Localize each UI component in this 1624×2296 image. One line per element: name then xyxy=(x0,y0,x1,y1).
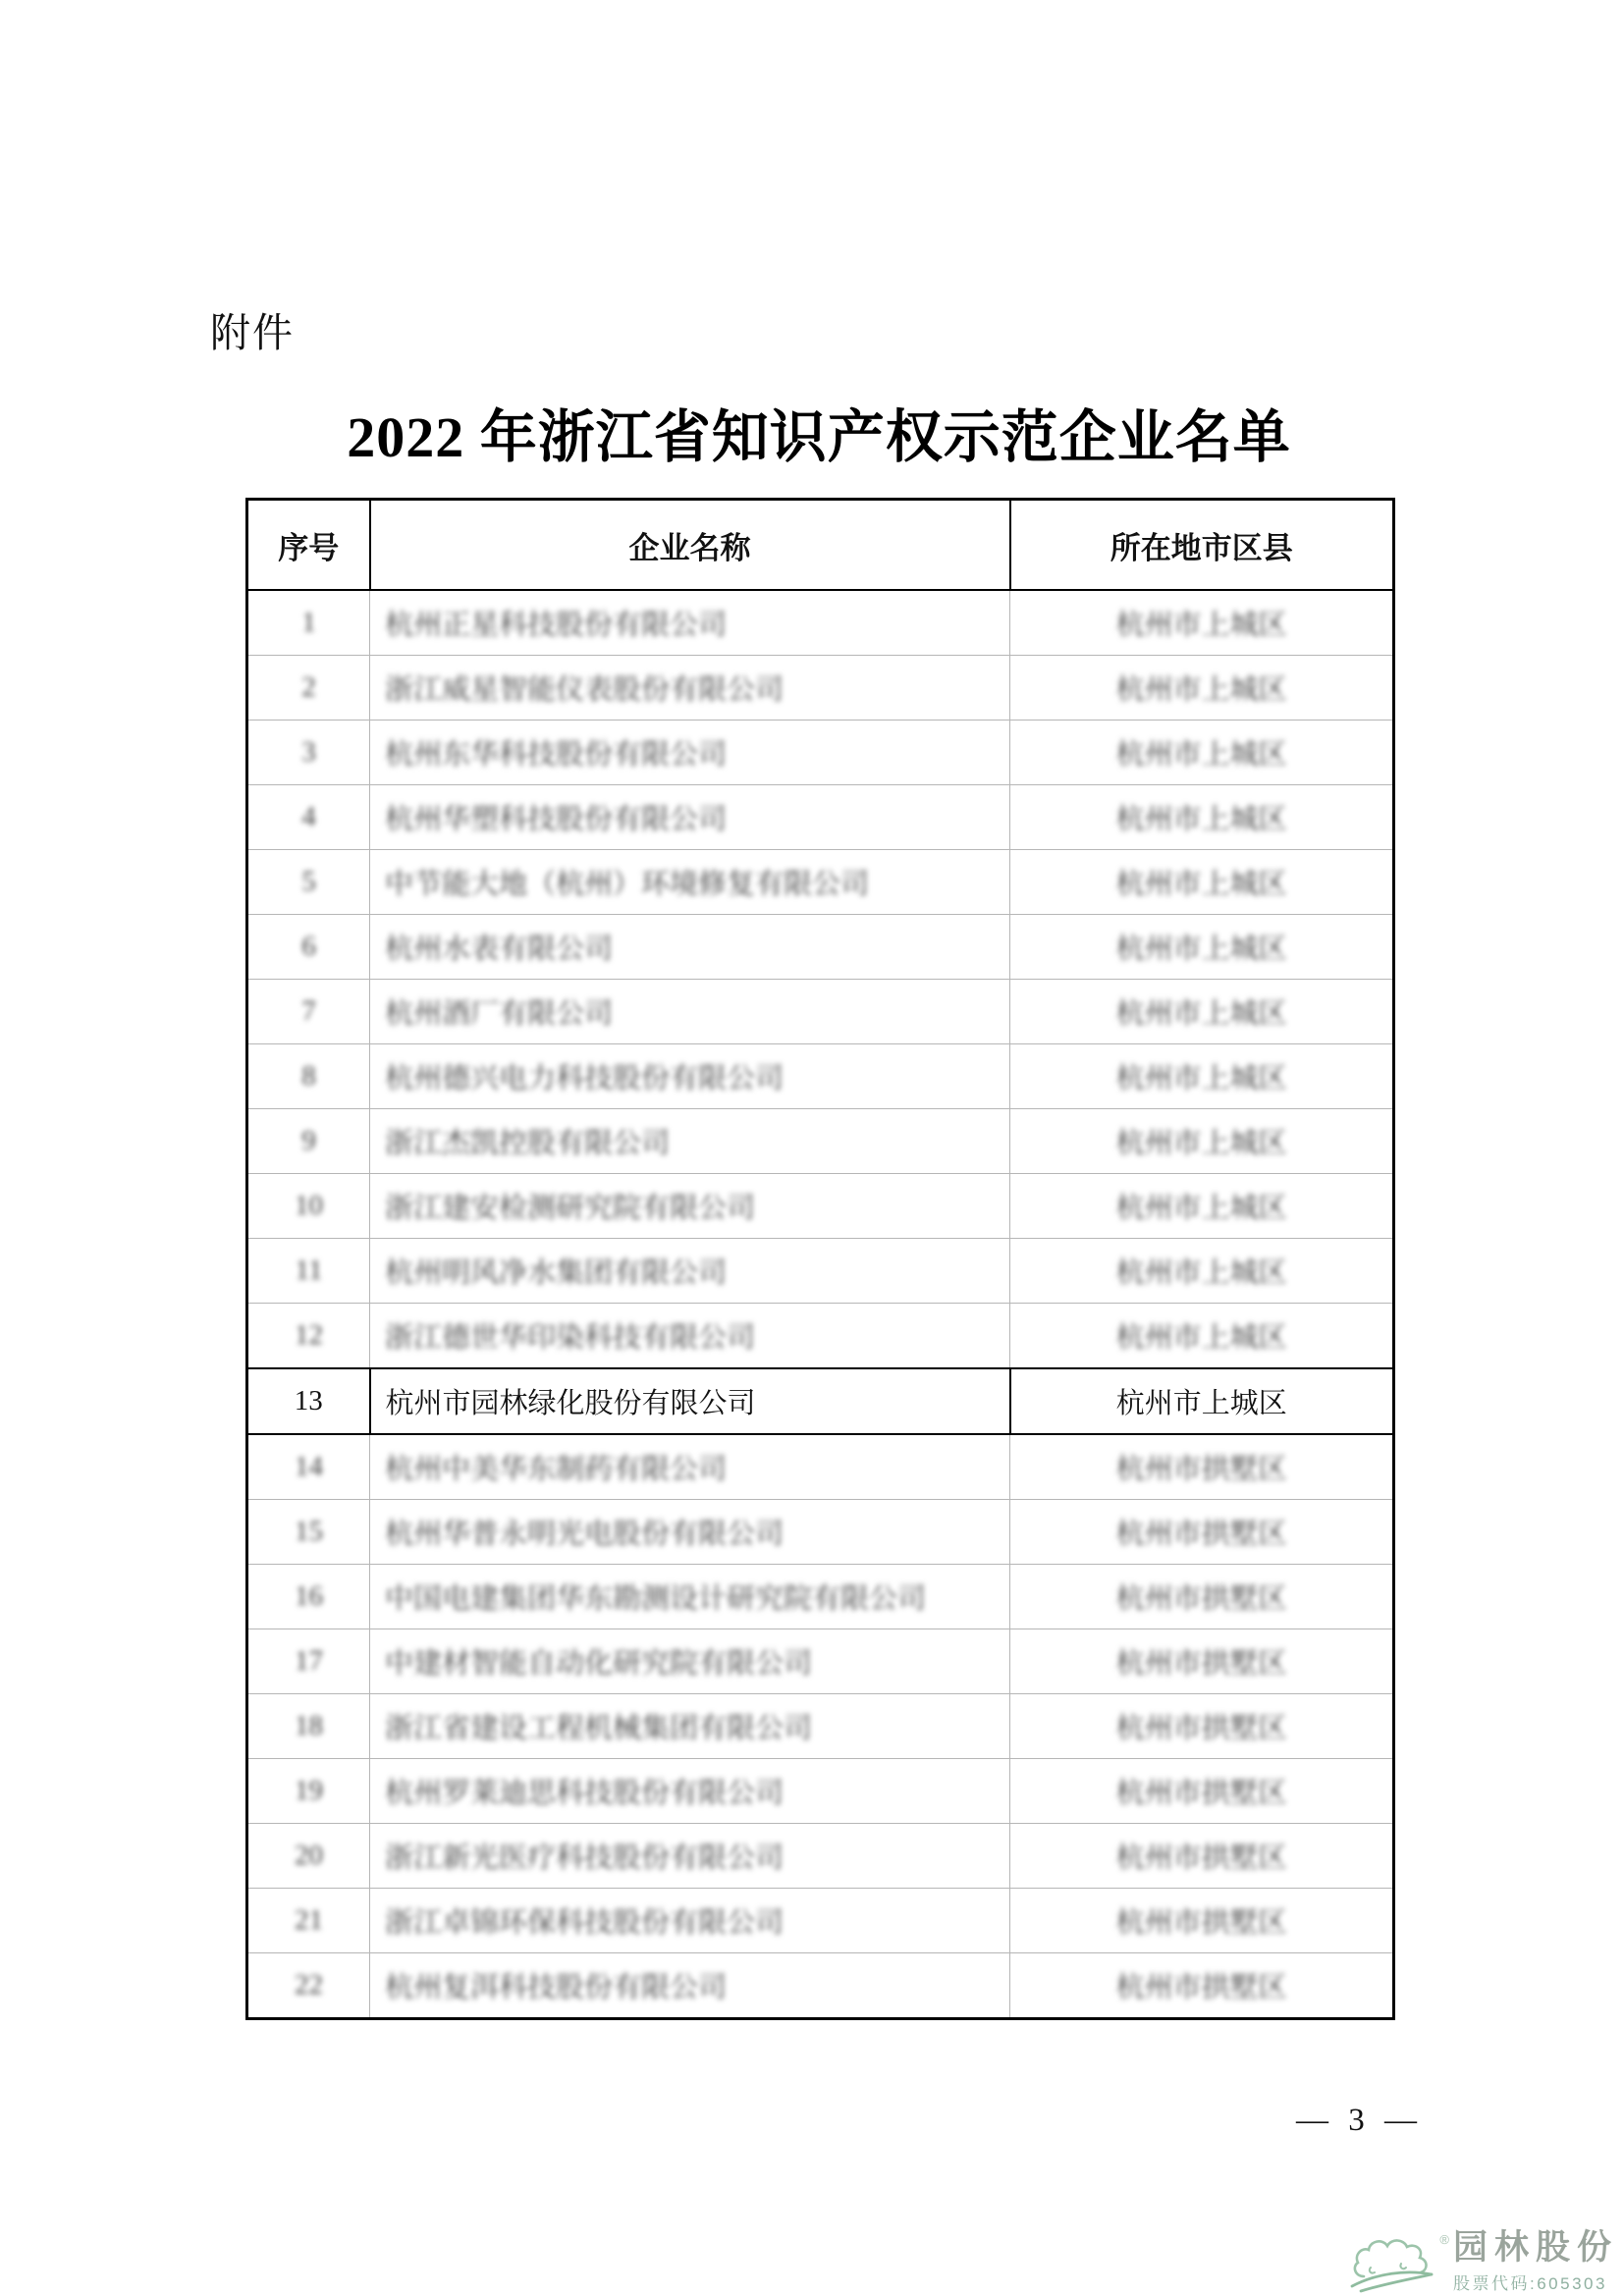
row-location xyxy=(1010,1500,1394,1565)
row-location xyxy=(1010,1109,1394,1174)
table-row xyxy=(247,850,1394,915)
row-location-text: 杭州市上城区 xyxy=(1115,1063,1287,1095)
row-company-name-text: 杭州德兴电力科技股份有限公司 xyxy=(385,1063,785,1095)
company-table xyxy=(245,498,1395,2020)
row-location xyxy=(1010,1434,1394,1500)
row-serial-number xyxy=(247,1368,370,1434)
cloud-logo-icon xyxy=(1347,2237,1437,2296)
row-location xyxy=(1010,850,1394,915)
row-serial-number xyxy=(247,1565,370,1629)
company-watermark xyxy=(1347,2230,1618,2296)
row-location-text: 杭州市拱墅区 xyxy=(1115,1583,1287,1615)
table-row xyxy=(247,1824,1394,1889)
row-serial-number xyxy=(247,850,370,915)
row-company-name-text: 浙江杰凯控股有限公司 xyxy=(385,1128,671,1159)
row-serial-number-text: 17 xyxy=(295,1645,323,1677)
row-location xyxy=(1010,1304,1394,1369)
attachment-label: 附件 xyxy=(210,310,295,355)
row-location xyxy=(1010,1694,1394,1759)
row-location-text: 杭州市拱墅区 xyxy=(1115,1842,1287,1874)
page-title: 2022 年浙江省知识产权示范企业名单 xyxy=(347,405,1291,469)
row-location xyxy=(1010,590,1394,656)
row-location-text: 杭州市上城区 xyxy=(1115,1193,1287,1224)
row-serial-number xyxy=(247,1044,370,1109)
row-company-name xyxy=(370,1239,1010,1304)
row-location-text: 杭州市拱墅区 xyxy=(1115,1972,1287,2003)
company-table-body xyxy=(247,590,1394,2019)
row-company-name-text: 杭州水表有限公司 xyxy=(385,934,614,965)
table-row xyxy=(247,1759,1394,1824)
row-location xyxy=(1010,785,1394,850)
row-serial-number-text: 11 xyxy=(295,1255,323,1286)
row-company-name xyxy=(370,1565,1010,1629)
row-location-text: 杭州市上城区 xyxy=(1115,1388,1287,1419)
row-company-name-text: 杭州市园林绿化股份有限公司 xyxy=(385,1388,756,1419)
row-serial-number-text: 12 xyxy=(295,1319,323,1351)
row-serial-number-text: 20 xyxy=(295,1840,323,1871)
row-company-name-text: 杭州复洱科技股份有限公司 xyxy=(385,1972,728,2003)
row-company-name xyxy=(370,915,1010,980)
row-serial-number-text: 18 xyxy=(295,1710,323,1741)
row-location xyxy=(1010,1368,1394,1434)
row-serial-number xyxy=(247,1239,370,1304)
row-serial-number xyxy=(247,1824,370,1889)
row-location xyxy=(1010,1824,1394,1889)
row-serial-number xyxy=(247,915,370,980)
row-company-name xyxy=(370,1694,1010,1759)
row-company-name xyxy=(370,1953,1010,2019)
row-serial-number xyxy=(247,656,370,721)
row-serial-number-text: 21 xyxy=(295,1904,323,1936)
row-company-name-text: 浙江新光医疗科技股份有限公司 xyxy=(385,1842,785,1874)
row-serial-number-text: 1 xyxy=(301,607,316,638)
row-company-name xyxy=(370,1174,1010,1239)
row-company-name xyxy=(370,1759,1010,1824)
row-company-name-text: 浙江建安检测研究院有限公司 xyxy=(385,1193,756,1224)
row-location xyxy=(1010,1239,1394,1304)
table-row xyxy=(247,1565,1394,1629)
row-company-name xyxy=(370,1368,1010,1434)
row-location-text: 杭州市上城区 xyxy=(1115,739,1287,771)
row-company-name xyxy=(370,850,1010,915)
row-serial-number xyxy=(247,721,370,785)
row-company-name xyxy=(370,721,1010,785)
row-location xyxy=(1010,1044,1394,1109)
row-location-text: 杭州市上城区 xyxy=(1115,1322,1287,1354)
row-company-name xyxy=(370,1109,1010,1174)
row-company-name-text: 浙江省建设工程机械集团有限公司 xyxy=(385,1713,813,1744)
table-row xyxy=(247,785,1394,850)
row-serial-number-text: 13 xyxy=(294,1385,323,1416)
row-location-text: 杭州市上城区 xyxy=(1115,610,1287,641)
row-company-name-text: 杭州明风净水集团有限公司 xyxy=(385,1257,728,1289)
row-serial-number xyxy=(247,1174,370,1239)
header-serial-number: 序号 xyxy=(247,500,370,591)
row-serial-number-text: 22 xyxy=(295,1969,323,2001)
row-location xyxy=(1010,1565,1394,1629)
row-serial-number-text: 5 xyxy=(301,866,316,897)
watermark-company-name: 园林股份 xyxy=(1452,2228,1618,2268)
row-serial-number-text: 2 xyxy=(301,671,316,703)
table-row xyxy=(247,590,1394,656)
company-table-container xyxy=(245,498,1392,2020)
row-company-name xyxy=(370,1889,1010,1953)
row-serial-number-text: 6 xyxy=(301,931,316,962)
row-company-name-text: 杭州罗莱迪思科技股份有限公司 xyxy=(385,1778,785,1809)
row-company-name-text: 杭州正星科技股份有限公司 xyxy=(385,610,728,641)
row-location-text: 杭州市上城区 xyxy=(1115,934,1287,965)
page-number: — 3 — xyxy=(1296,2103,1423,2138)
row-company-name-text: 中节能大地（杭州）环境修复有限公司 xyxy=(385,869,870,900)
row-company-name-text: 中国电建集团华东勘测设计研究院有限公司 xyxy=(385,1583,927,1615)
header-location: 所在地市区县 xyxy=(1010,500,1394,591)
table-row xyxy=(247,1239,1394,1304)
row-location-text: 杭州市拱墅区 xyxy=(1115,1907,1287,1939)
watermark-stock-code: 股票代码:605303 xyxy=(1452,2274,1607,2293)
table-row xyxy=(247,1174,1394,1239)
row-location-text: 杭州市上城区 xyxy=(1115,1257,1287,1289)
table-row xyxy=(247,1044,1394,1109)
row-serial-number-text: 8 xyxy=(301,1060,316,1092)
row-location-text: 杭州市上城区 xyxy=(1115,869,1287,900)
row-serial-number xyxy=(247,1109,370,1174)
table-row xyxy=(247,1304,1394,1369)
table-header-row xyxy=(247,500,1394,591)
row-company-name xyxy=(370,590,1010,656)
row-serial-number-text: 4 xyxy=(301,801,316,832)
row-location xyxy=(1010,656,1394,721)
table-row xyxy=(247,656,1394,721)
row-serial-number xyxy=(247,1434,370,1500)
row-location-text: 杭州市上城区 xyxy=(1115,674,1287,706)
row-company-name-text: 杭州中美华东制药有限公司 xyxy=(385,1454,728,1485)
row-location xyxy=(1010,1889,1394,1953)
row-serial-number xyxy=(247,785,370,850)
row-company-name-text: 浙江威星智能仪表股份有限公司 xyxy=(385,674,785,706)
row-location-text: 杭州市上城区 xyxy=(1115,1128,1287,1159)
table-row xyxy=(247,1500,1394,1565)
watermark-text-block xyxy=(1453,2230,1618,2296)
row-serial-number-text: 3 xyxy=(301,736,316,768)
row-location-text: 杭州市拱墅区 xyxy=(1115,1778,1287,1809)
row-serial-number xyxy=(247,1889,370,1953)
table-row xyxy=(247,1629,1394,1694)
row-location xyxy=(1010,980,1394,1044)
row-company-name xyxy=(370,785,1010,850)
row-serial-number xyxy=(247,590,370,656)
row-company-name-text: 浙江卓锦环保科技股份有限公司 xyxy=(385,1907,785,1939)
table-row xyxy=(247,1953,1394,2019)
table-row xyxy=(247,721,1394,785)
row-location-text: 杭州市拱墅区 xyxy=(1115,1648,1287,1680)
row-location xyxy=(1010,1953,1394,2019)
table-row xyxy=(247,1694,1394,1759)
row-location-text: 杭州市上城区 xyxy=(1115,998,1287,1030)
row-company-name xyxy=(370,1304,1010,1369)
row-company-name xyxy=(370,1500,1010,1565)
row-serial-number xyxy=(247,1694,370,1759)
row-serial-number xyxy=(247,1953,370,2019)
row-company-name-text: 杭州华普永明光电股份有限公司 xyxy=(385,1519,785,1550)
row-serial-number-text: 14 xyxy=(295,1451,323,1482)
row-company-name-text: 中建材智能自动化研究院有限公司 xyxy=(385,1648,813,1680)
row-location-text: 杭州市拱墅区 xyxy=(1115,1519,1287,1550)
row-location-text: 杭州市上城区 xyxy=(1115,804,1287,835)
row-serial-number-text: 9 xyxy=(301,1125,316,1156)
table-row xyxy=(247,1889,1394,1953)
row-company-name xyxy=(370,980,1010,1044)
row-location xyxy=(1010,721,1394,785)
row-serial-number xyxy=(247,1759,370,1824)
registered-trademark-symbol: ® xyxy=(1439,2232,1449,2248)
table-row xyxy=(247,1109,1394,1174)
table-row xyxy=(247,1434,1394,1500)
row-location-text: 杭州市拱墅区 xyxy=(1115,1713,1287,1744)
row-location xyxy=(1010,1629,1394,1694)
table-row xyxy=(247,915,1394,980)
row-location xyxy=(1010,1174,1394,1239)
row-company-name xyxy=(370,1044,1010,1109)
row-serial-number xyxy=(247,980,370,1044)
row-serial-number xyxy=(247,1500,370,1565)
row-serial-number-text: 15 xyxy=(295,1516,323,1547)
table-row xyxy=(247,980,1394,1044)
row-serial-number xyxy=(247,1304,370,1369)
row-company-name xyxy=(370,1824,1010,1889)
row-company-name-text: 浙江德世华印染科技有限公司 xyxy=(385,1322,756,1354)
row-company-name-text: 杭州酒厂有限公司 xyxy=(385,998,614,1030)
row-location-text: 杭州市拱墅区 xyxy=(1115,1454,1287,1485)
row-company-name xyxy=(370,656,1010,721)
row-serial-number-text: 7 xyxy=(301,995,316,1027)
row-location xyxy=(1010,1759,1394,1824)
row-company-name-text: 杭州东华科技股份有限公司 xyxy=(385,739,728,771)
row-company-name xyxy=(370,1434,1010,1500)
row-serial-number xyxy=(247,1629,370,1694)
row-company-name-text: 杭州华塑科技股份有限公司 xyxy=(385,804,728,835)
header-company-name: 企业名称 xyxy=(370,500,1010,591)
row-company-name xyxy=(370,1629,1010,1694)
row-serial-number-text: 10 xyxy=(295,1190,323,1221)
row-location xyxy=(1010,915,1394,980)
row-serial-number-text: 16 xyxy=(295,1580,323,1612)
row-serial-number-text: 19 xyxy=(295,1775,323,1806)
table-row xyxy=(247,1368,1394,1434)
